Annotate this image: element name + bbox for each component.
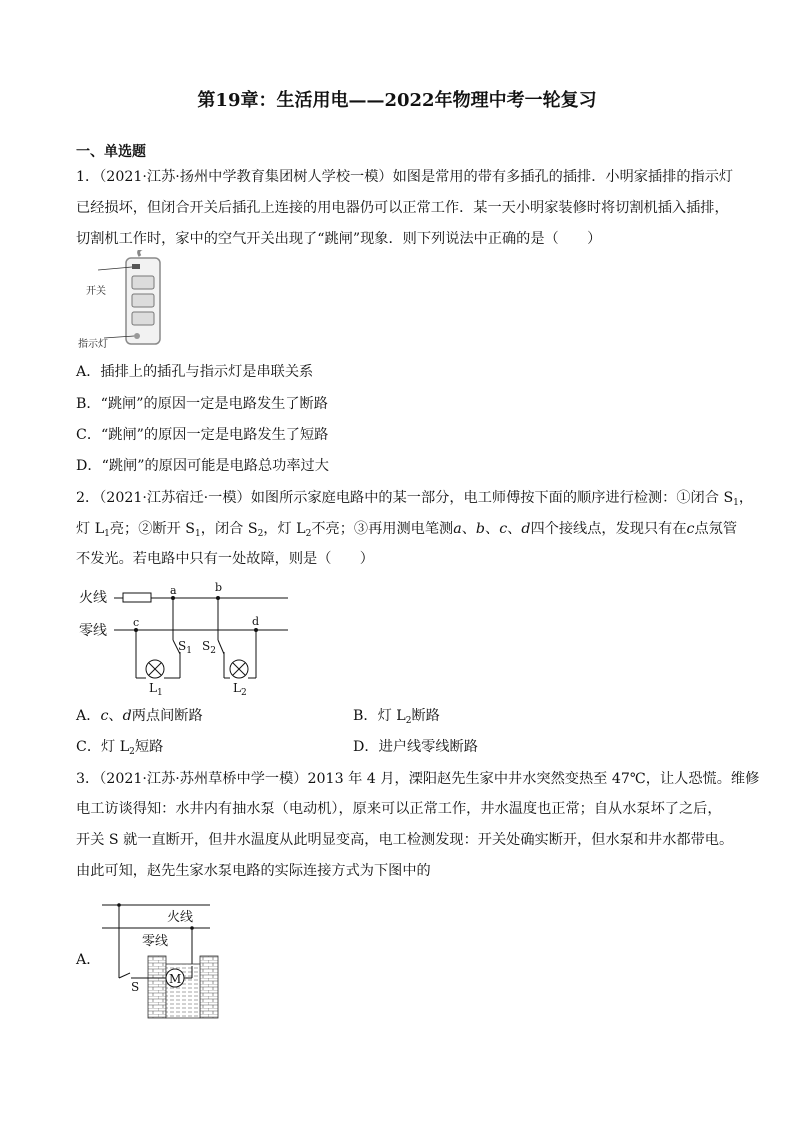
q2-line-2: 灯 $L_1$亮；②断开 $S_1$，闭合 $S_2$，灯 $L_2$不亮；③再用测电笔测a、b、c、d四个接线点，发现只有在c点氖管	[76, 521, 738, 539]
switch-s2-blade	[218, 640, 224, 654]
socket-1	[132, 276, 154, 289]
q1-option-a: A．插排上的插孔与指示灯是串联关系	[76, 364, 314, 380]
label-a: a	[170, 584, 177, 597]
fuse-icon	[123, 593, 151, 602]
q1-option-b: B．“跳闸”的原因一定是电路发生了断路	[76, 396, 328, 412]
q2-option-b: B．灯 $L_2$断路	[353, 708, 440, 726]
q2-option-d: D．进户线零线断路	[353, 739, 478, 755]
q3-line-1: 3．（2021·江苏·苏州草桥中学一模）2013 年 4 月，溧阳赵先生家中井水突然变热至 47℃，让人恐慌。维修	[76, 771, 760, 787]
label-s1: $S_1$	[178, 639, 192, 656]
lamp-l1-icon	[146, 660, 164, 678]
live-wire-label: 火线	[167, 910, 194, 925]
neutral-wire-label: 零线	[142, 934, 169, 949]
q1-line-1: 1．（2021·江苏·扬州中学教育集团树人学校一模）如图是常用的带有多插孔的插排．小明家插排的指示灯	[76, 169, 734, 185]
label-c: c	[133, 616, 140, 629]
indicator-light	[134, 333, 140, 339]
switch-s-blade	[119, 973, 130, 978]
switch-s-label: S	[131, 980, 140, 994]
q3-option-a-label: A．	[76, 952, 101, 968]
household-circuit-figure	[76, 578, 296, 698]
q1-option-d: D．“跳闸”的原因可能是电路总功率过大	[76, 458, 329, 474]
switch-button	[132, 264, 140, 269]
live-wire-label: 火线	[79, 590, 107, 606]
socket-3	[132, 312, 154, 325]
q2-option-c: C．灯 $L_2$短路	[76, 739, 164, 757]
q3-line-3: 开关 S 就一直断开，但井水温度从此明显变高，电工检测发现：开关处确实断开，但水泵和井水都带电。	[76, 832, 734, 848]
label-d: d	[252, 615, 260, 628]
q1-line-2: 已经损坏，但闭合开关后插孔上连接的用电器仍可以正常工作．某一天小明家装修时将切割机插入插排，	[76, 200, 729, 216]
label-l1: $L_1$	[149, 681, 163, 698]
water-pump-circuit-figure	[98, 894, 228, 1022]
q1-option-c: C．“跳闸”的原因一定是电路发生了短路	[76, 427, 329, 443]
q2-line-1: 2．（2021·江苏宿迁·一模）如图所示家庭电路中的某一部分，电工师傅按下面的顺序进行检测：①闭合 $S_1$，	[76, 490, 754, 508]
q3-line-2: 电工访谈得知：水井内有抽水泵（电动机），原来可以正常工作，井水温度也正常；自从水泵坏了之后，	[76, 801, 722, 817]
well-wall-right	[200, 956, 218, 1018]
power-strip-figure	[76, 250, 166, 354]
well-wall-left	[148, 956, 166, 1018]
q1-line-3: 切割机工作时，家中的空气开关出现了“跳闸”现象．则下列说法中正确的是（ ）	[76, 231, 602, 247]
q2-option-a: A．c、d两点间断路	[76, 708, 203, 724]
label-s2: $S_2$	[202, 639, 216, 656]
label-l2: $L_2$	[233, 681, 247, 698]
live-junction	[117, 903, 121, 907]
section-heading: 一、单选题	[76, 144, 146, 160]
page-title: 第19章：生活用电——2022年物理中考一轮复习	[197, 90, 597, 111]
q2-line-3: 不发光。若电路中只有一处故障，则是（ ）	[76, 551, 374, 567]
socket-2	[132, 294, 154, 307]
lamp-l2-icon	[230, 660, 248, 678]
label-b: b	[215, 581, 223, 594]
neutral-wire-label: 零线	[79, 623, 107, 639]
motor-icon	[166, 969, 184, 987]
q3-line-4: 由此可知，赵先生家水泵电路的实际连接方式为下图中的	[76, 863, 431, 879]
indicator-label: 指示灯	[78, 339, 108, 350]
svg-text:M: M	[169, 972, 182, 986]
switch-label: 开关	[86, 286, 106, 297]
neutral-junction	[190, 926, 194, 930]
